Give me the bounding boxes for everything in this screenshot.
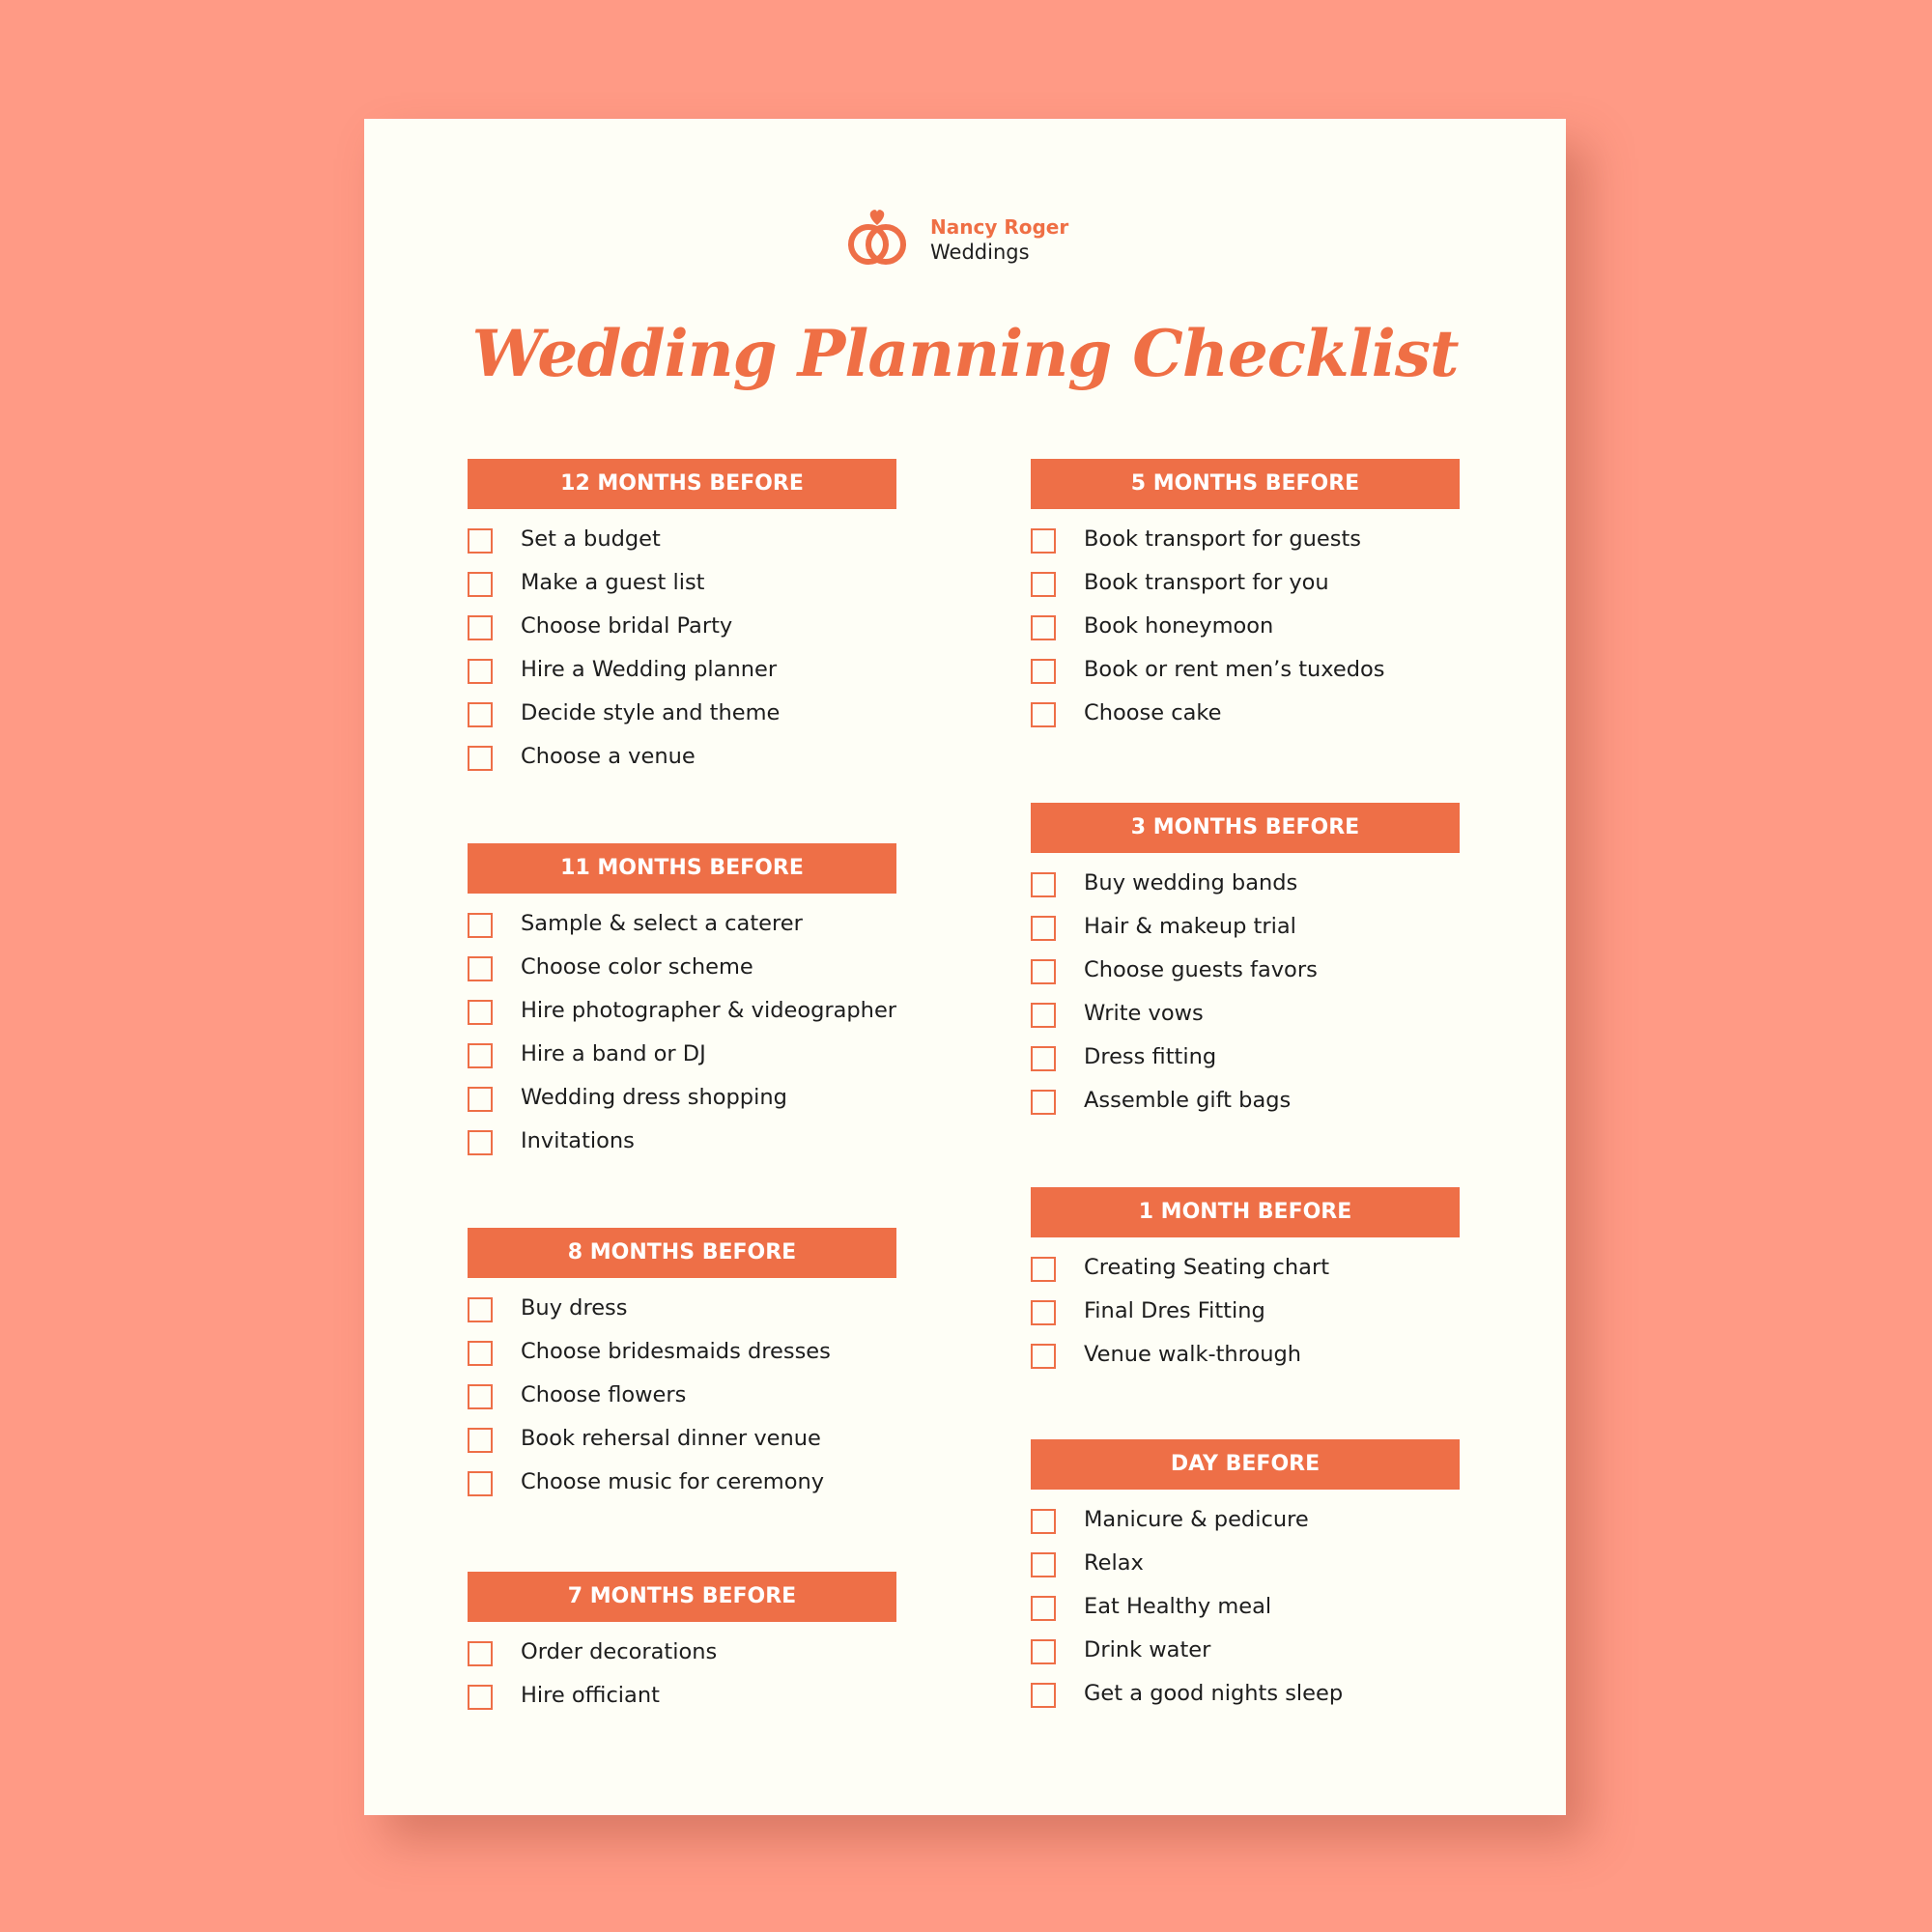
checkbox[interactable]	[468, 702, 493, 727]
brand-subtitle: Weddings	[930, 241, 1030, 264]
checkbox[interactable]	[468, 528, 493, 554]
checkbox[interactable]	[468, 913, 493, 938]
checklist-item[interactable]	[1031, 995, 1460, 1038]
checklist-item[interactable]	[1031, 1675, 1460, 1719]
checkbox[interactable]	[468, 1471, 493, 1496]
checkbox[interactable]	[1031, 1509, 1056, 1534]
checklist-item[interactable]	[468, 738, 896, 781]
checklist-item[interactable]	[1031, 695, 1460, 738]
item-label: Dress fitting	[1084, 1044, 1217, 1069]
item-label: Choose music for ceremony	[521, 1469, 825, 1494]
item-label: Choose flowers	[521, 1382, 687, 1407]
checklist-item[interactable]	[1031, 521, 1460, 564]
checkbox[interactable]	[1031, 1090, 1056, 1115]
checklist-item[interactable]	[1031, 564, 1460, 608]
checkbox[interactable]	[1031, 916, 1056, 941]
section-12-months	[468, 459, 896, 781]
checklist-item[interactable]	[468, 1333, 896, 1377]
checkbox[interactable]	[1031, 1639, 1056, 1664]
checklist-item[interactable]	[1031, 651, 1460, 695]
item-label: Relax	[1084, 1550, 1144, 1576]
checklist-item[interactable]	[468, 1420, 896, 1463]
checkbox[interactable]	[1031, 1596, 1056, 1621]
checkbox[interactable]	[1031, 572, 1056, 597]
section-day-before	[1031, 1439, 1460, 1719]
checklist-item[interactable]	[468, 905, 896, 949]
checklist-item[interactable]	[468, 695, 896, 738]
item-label: Write vows	[1084, 1001, 1204, 1026]
section-7-months	[468, 1572, 896, 1720]
checkbox[interactable]	[468, 1341, 493, 1366]
item-label: Buy wedding bands	[1084, 870, 1298, 895]
checkbox[interactable]	[1031, 872, 1056, 897]
item-label: Wedding dress shopping	[521, 1085, 787, 1110]
checkbox[interactable]	[468, 1685, 493, 1710]
item-label: Eat Healthy meal	[1084, 1594, 1272, 1619]
item-label: Manicure & pedicure	[1084, 1507, 1309, 1532]
checkbox[interactable]	[1031, 1257, 1056, 1282]
checklist-item[interactable]	[468, 521, 896, 564]
checklist-item[interactable]	[1031, 1501, 1460, 1545]
checkbox[interactable]	[468, 746, 493, 771]
item-label: Choose guests favors	[1084, 957, 1318, 982]
wedding-rings-heart-icon	[847, 208, 909, 268]
checkbox[interactable]	[468, 1043, 493, 1068]
checklist-item[interactable]	[1031, 952, 1460, 995]
checkbox[interactable]	[1031, 1683, 1056, 1708]
checklist-item[interactable]	[468, 564, 896, 608]
item-label: Sample & select a caterer	[521, 911, 803, 936]
checkbox[interactable]	[468, 1428, 493, 1453]
checkbox[interactable]	[1031, 615, 1056, 640]
section-8-months	[468, 1228, 896, 1507]
item-label: Hire a Wedding planner	[521, 657, 778, 682]
section-heading: 11 MONTHS BEFORE	[468, 843, 896, 894]
item-label: Choose bridal Party	[521, 613, 733, 639]
checklist-item[interactable]	[468, 949, 896, 992]
checklist-item[interactable]	[1031, 1082, 1460, 1125]
section-heading: 12 MONTHS BEFORE	[468, 459, 896, 509]
section-5-months	[1031, 459, 1460, 738]
checkbox[interactable]	[1031, 959, 1056, 984]
checklist-item[interactable]	[1031, 865, 1460, 908]
checkbox[interactable]	[468, 1297, 493, 1322]
checklist-item[interactable]	[1031, 1632, 1460, 1675]
checklist-item[interactable]	[1031, 1336, 1460, 1379]
checkbox[interactable]	[468, 659, 493, 684]
checklist-item[interactable]	[1031, 608, 1460, 651]
checklist-item[interactable]	[468, 1122, 896, 1166]
item-label: Choose cake	[1084, 700, 1222, 725]
item-label: Choose color scheme	[521, 954, 753, 980]
item-label: Hire officiant	[521, 1683, 660, 1708]
checkbox[interactable]	[1031, 1046, 1056, 1071]
checklist-item[interactable]	[468, 1290, 896, 1333]
item-label: Book transport for guests	[1084, 526, 1362, 552]
section-1-month	[1031, 1187, 1460, 1379]
checklist-page	[364, 119, 1566, 1815]
section-heading: 8 MONTHS BEFORE	[468, 1228, 896, 1278]
item-label: Book or rent men’s tuxedos	[1084, 657, 1385, 682]
checkbox[interactable]	[468, 572, 493, 597]
item-label: Choose a venue	[521, 744, 696, 769]
item-label: Venue walk-through	[1084, 1342, 1301, 1367]
item-label: Invitations	[521, 1128, 635, 1153]
item-label: Hire photographer & videographer	[521, 998, 897, 1023]
section-3-months	[1031, 803, 1460, 1125]
checkbox[interactable]	[1031, 1552, 1056, 1577]
checkbox[interactable]	[1031, 1344, 1056, 1369]
item-label: Book transport for you	[1084, 570, 1329, 595]
checklist-item[interactable]	[1031, 1293, 1460, 1336]
brand-name: Nancy Roger	[930, 215, 1069, 239]
checkbox[interactable]	[1031, 659, 1056, 684]
item-label: Hire a band or DJ	[521, 1041, 706, 1066]
checklist-item[interactable]	[468, 651, 896, 695]
section-heading: 7 MONTHS BEFORE	[468, 1572, 896, 1622]
item-label: Book rehersal dinner venue	[521, 1426, 821, 1451]
item-label: Order decorations	[521, 1639, 718, 1664]
item-label: Creating Seating chart	[1084, 1255, 1330, 1280]
checkbox[interactable]	[468, 1384, 493, 1409]
item-label: Drink water	[1084, 1637, 1211, 1662]
checklist-item[interactable]	[468, 1079, 896, 1122]
item-label: Buy dress	[521, 1295, 628, 1321]
checkbox[interactable]	[1031, 702, 1056, 727]
checkbox[interactable]	[468, 1130, 493, 1155]
checkbox[interactable]	[468, 1641, 493, 1666]
checkbox[interactable]	[1031, 528, 1056, 554]
checklist-item[interactable]	[1031, 1545, 1460, 1588]
checklist-item[interactable]	[1031, 1588, 1460, 1632]
item-label: Choose bridesmaids dresses	[521, 1339, 831, 1364]
item-label: Make a guest list	[521, 570, 705, 595]
checklist-item[interactable]	[468, 1634, 896, 1677]
checklist-item[interactable]	[468, 1377, 896, 1420]
item-label: Final Dres Fitting	[1084, 1298, 1265, 1323]
checklist-item[interactable]	[468, 1463, 896, 1507]
item-label: Hair & makeup trial	[1084, 914, 1296, 939]
section-heading: DAY BEFORE	[1031, 1439, 1460, 1490]
checkbox[interactable]	[1031, 1300, 1056, 1325]
checkbox[interactable]	[468, 1087, 493, 1112]
checklist-item[interactable]	[1031, 1038, 1460, 1082]
checklist-item[interactable]	[1031, 1249, 1460, 1293]
checklist-item[interactable]	[468, 1036, 896, 1079]
item-label: Book honeymoon	[1084, 613, 1274, 639]
section-11-months	[468, 843, 896, 1166]
section-heading: 5 MONTHS BEFORE	[1031, 459, 1460, 509]
item-label: Set a budget	[521, 526, 661, 552]
section-heading: 1 MONTH BEFORE	[1031, 1187, 1460, 1237]
checklist-item[interactable]	[468, 1677, 896, 1720]
checkbox[interactable]	[468, 1000, 493, 1025]
checklist-item[interactable]	[468, 992, 896, 1036]
checkbox[interactable]	[468, 956, 493, 981]
item-label: Get a good nights sleep	[1084, 1681, 1344, 1706]
checklist-item[interactable]	[468, 608, 896, 651]
section-heading: 3 MONTHS BEFORE	[1031, 803, 1460, 853]
brand-header	[847, 208, 1118, 275]
checklist-item[interactable]	[1031, 908, 1460, 952]
item-label: Assemble gift bags	[1084, 1088, 1292, 1113]
checkbox[interactable]	[468, 615, 493, 640]
page-title: Wedding Planning Checklist	[471, 316, 1459, 391]
item-label: Decide style and theme	[521, 700, 781, 725]
checkbox[interactable]	[1031, 1003, 1056, 1028]
